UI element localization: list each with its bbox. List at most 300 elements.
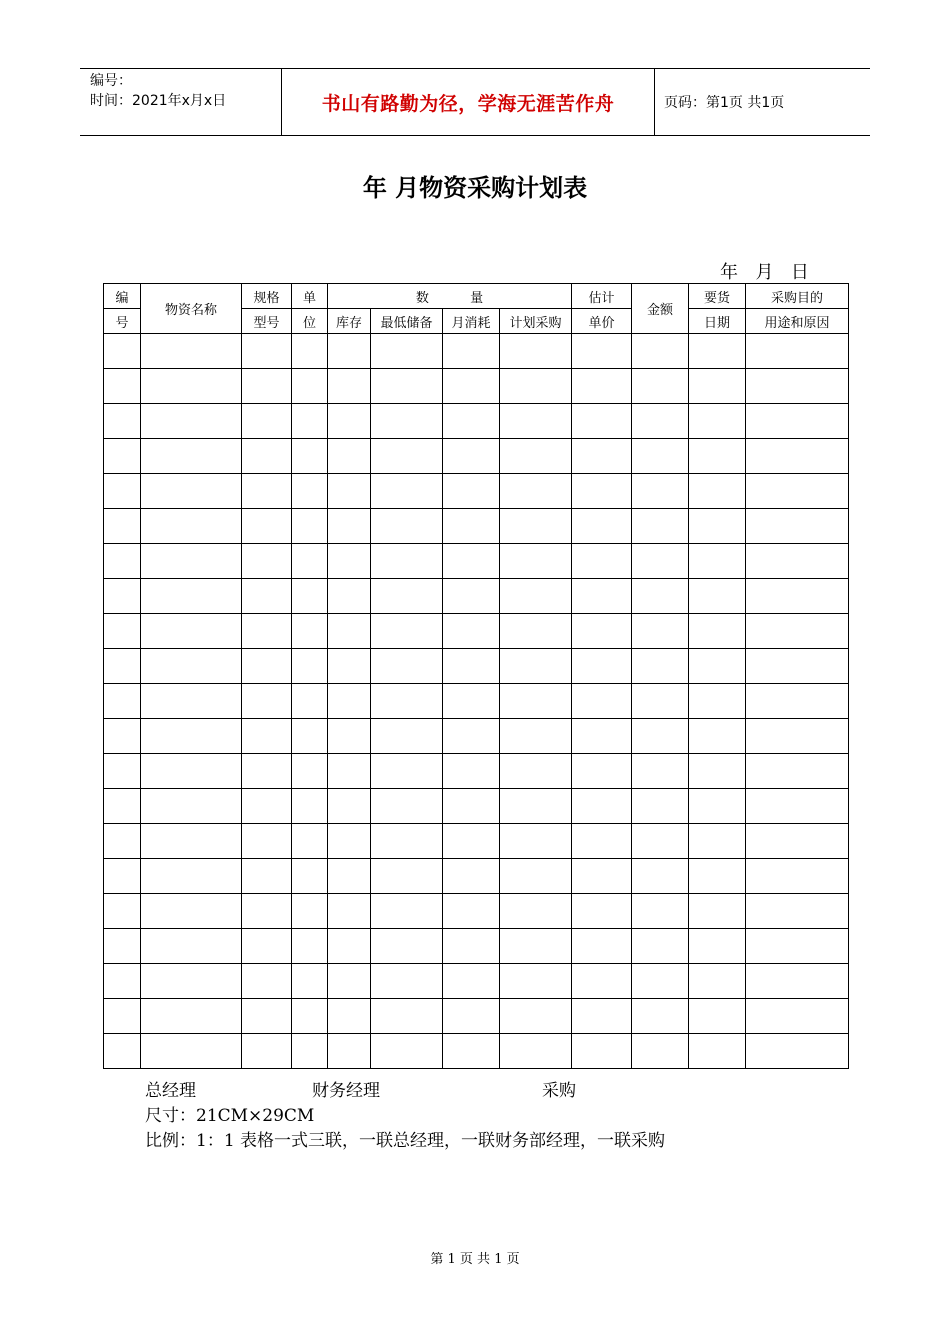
table-cell bbox=[746, 859, 849, 894]
table-row bbox=[104, 544, 849, 579]
signature-purchase: 采购 bbox=[542, 1081, 576, 1101]
table-cell bbox=[746, 509, 849, 544]
table-cell bbox=[689, 684, 746, 719]
table-cell bbox=[572, 509, 632, 544]
table-cell bbox=[292, 684, 328, 719]
table-cell bbox=[632, 439, 689, 474]
table-cell bbox=[328, 719, 371, 754]
table-cell bbox=[500, 369, 572, 404]
table-cell bbox=[500, 509, 572, 544]
table-cell bbox=[242, 719, 292, 754]
signature-finance: 财务经理 bbox=[312, 1081, 380, 1101]
header-cell-min-reserve: 最低储备 bbox=[371, 309, 443, 334]
table-cell bbox=[572, 334, 632, 369]
table-cell bbox=[104, 579, 141, 614]
table-cell bbox=[242, 334, 292, 369]
table-cell bbox=[292, 999, 328, 1034]
table-cell bbox=[328, 439, 371, 474]
table-cell bbox=[500, 789, 572, 824]
header-cell-unit-price: 单价 bbox=[572, 309, 632, 334]
table-cell bbox=[242, 1034, 292, 1069]
table-cell bbox=[141, 894, 242, 929]
table-cell bbox=[689, 789, 746, 824]
table-cell bbox=[104, 404, 141, 439]
table-cell bbox=[242, 964, 292, 999]
table-cell bbox=[328, 404, 371, 439]
table-cell bbox=[292, 719, 328, 754]
table-cell bbox=[632, 614, 689, 649]
table-cell bbox=[242, 614, 292, 649]
table-cell bbox=[371, 369, 443, 404]
table-cell bbox=[141, 754, 242, 789]
table-row bbox=[104, 684, 849, 719]
table-cell bbox=[572, 1034, 632, 1069]
header-cell-due-date: 日期 bbox=[689, 309, 746, 334]
table-cell bbox=[572, 929, 632, 964]
header-cell-planned-purchase: 计划采购 bbox=[500, 309, 572, 334]
table-cell bbox=[292, 439, 328, 474]
table-cell bbox=[746, 684, 849, 719]
table-cell bbox=[572, 824, 632, 859]
table-cell bbox=[572, 439, 632, 474]
note-ratio: 比例：1：1 表格一式三联，一联总经理，一联财务部经理，一联采购 bbox=[145, 1131, 666, 1151]
table-cell bbox=[746, 999, 849, 1034]
table-row bbox=[104, 824, 849, 859]
table-cell bbox=[689, 404, 746, 439]
table-cell bbox=[141, 439, 242, 474]
table-cell bbox=[104, 334, 141, 369]
table-row bbox=[104, 894, 849, 929]
table-cell bbox=[292, 649, 328, 684]
header-divider bbox=[654, 69, 655, 135]
table-cell bbox=[689, 964, 746, 999]
table-cell bbox=[500, 404, 572, 439]
table-row bbox=[104, 614, 849, 649]
table-cell bbox=[292, 1034, 328, 1069]
table-cell bbox=[104, 544, 141, 579]
table-cell bbox=[371, 649, 443, 684]
table-cell bbox=[500, 719, 572, 754]
table-cell bbox=[500, 439, 572, 474]
table-cell bbox=[689, 369, 746, 404]
table-cell bbox=[328, 789, 371, 824]
table-cell bbox=[104, 964, 141, 999]
table-cell bbox=[689, 1034, 746, 1069]
header-cell-amount: 金额 bbox=[632, 284, 689, 334]
table-cell bbox=[689, 579, 746, 614]
table-row bbox=[104, 509, 849, 544]
table-cell bbox=[746, 649, 849, 684]
table-cell bbox=[689, 824, 746, 859]
table-cell bbox=[572, 754, 632, 789]
table-row bbox=[104, 1034, 849, 1069]
table-cell bbox=[104, 754, 141, 789]
table-cell bbox=[632, 964, 689, 999]
table-cell bbox=[371, 929, 443, 964]
table-cell bbox=[292, 614, 328, 649]
table-row bbox=[104, 859, 849, 894]
table-cell bbox=[572, 404, 632, 439]
header-page-info: 页码：第1页 共1页 bbox=[664, 95, 785, 111]
table-cell bbox=[292, 929, 328, 964]
table-cell bbox=[141, 649, 242, 684]
table-cell bbox=[689, 439, 746, 474]
header-cell-unit: 位 bbox=[292, 309, 328, 334]
header-cell-price: 估计 bbox=[572, 284, 632, 309]
table-row bbox=[104, 579, 849, 614]
header-cell-spec: 型号 bbox=[242, 309, 292, 334]
table-cell bbox=[443, 404, 500, 439]
table-cell bbox=[500, 614, 572, 649]
table-cell bbox=[632, 579, 689, 614]
table-cell bbox=[141, 964, 242, 999]
table-cell bbox=[689, 509, 746, 544]
table-cell bbox=[292, 824, 328, 859]
table-cell bbox=[371, 439, 443, 474]
table-cell bbox=[443, 579, 500, 614]
table-cell bbox=[443, 369, 500, 404]
table-cell bbox=[443, 544, 500, 579]
table-cell bbox=[746, 404, 849, 439]
table-cell bbox=[242, 789, 292, 824]
table-cell bbox=[632, 474, 689, 509]
table-cell bbox=[371, 404, 443, 439]
table-cell bbox=[689, 544, 746, 579]
table-cell bbox=[328, 544, 371, 579]
table-cell bbox=[632, 719, 689, 754]
table-row bbox=[104, 719, 849, 754]
table-cell bbox=[689, 719, 746, 754]
header-cell-name: 物资名称 bbox=[141, 284, 242, 334]
table-cell bbox=[371, 894, 443, 929]
table-cell bbox=[632, 334, 689, 369]
table-cell bbox=[443, 894, 500, 929]
table-cell bbox=[572, 999, 632, 1034]
table-cell bbox=[689, 894, 746, 929]
table-cell bbox=[242, 404, 292, 439]
table-cell bbox=[104, 649, 141, 684]
header-cell-due: 要货 bbox=[689, 284, 746, 309]
table-row bbox=[104, 369, 849, 404]
table-cell bbox=[292, 894, 328, 929]
table-cell bbox=[371, 684, 443, 719]
table-cell bbox=[242, 649, 292, 684]
table-cell bbox=[746, 824, 849, 859]
header-cell-quantity: 数 量 bbox=[328, 284, 572, 309]
table-cell bbox=[632, 894, 689, 929]
table-cell bbox=[443, 439, 500, 474]
table-cell bbox=[689, 999, 746, 1034]
table-cell bbox=[572, 894, 632, 929]
table-cell bbox=[443, 964, 500, 999]
table-cell bbox=[746, 754, 849, 789]
table-cell bbox=[746, 789, 849, 824]
table-cell bbox=[443, 999, 500, 1034]
table-cell bbox=[328, 824, 371, 859]
table-cell bbox=[292, 754, 328, 789]
header-cell-no: 号 bbox=[104, 309, 141, 334]
table-cell bbox=[242, 509, 292, 544]
table-cell bbox=[141, 859, 242, 894]
table-cell bbox=[632, 1034, 689, 1069]
table-row bbox=[104, 439, 849, 474]
header-cell-spec: 规格 bbox=[242, 284, 292, 309]
purchase-plan-table bbox=[103, 283, 849, 1069]
table-cell bbox=[632, 929, 689, 964]
table-cell bbox=[746, 544, 849, 579]
table-body bbox=[104, 334, 849, 1069]
table-row bbox=[104, 334, 849, 369]
table-cell bbox=[632, 544, 689, 579]
table-cell bbox=[328, 999, 371, 1034]
table-cell bbox=[746, 474, 849, 509]
table-cell bbox=[689, 859, 746, 894]
table-cell bbox=[328, 509, 371, 544]
table-cell bbox=[443, 789, 500, 824]
table-cell bbox=[443, 649, 500, 684]
table-row bbox=[104, 999, 849, 1034]
table-cell bbox=[104, 369, 141, 404]
table-cell bbox=[371, 964, 443, 999]
table-header-row bbox=[104, 284, 849, 309]
table-cell bbox=[572, 719, 632, 754]
table-cell bbox=[746, 719, 849, 754]
table-cell bbox=[500, 579, 572, 614]
table-cell bbox=[242, 999, 292, 1034]
table-cell bbox=[371, 579, 443, 614]
table-cell bbox=[328, 754, 371, 789]
table-cell bbox=[328, 1034, 371, 1069]
table-cell bbox=[572, 369, 632, 404]
table-cell bbox=[242, 894, 292, 929]
table-cell bbox=[371, 474, 443, 509]
table-cell bbox=[572, 684, 632, 719]
table-cell bbox=[141, 789, 242, 824]
table-cell bbox=[328, 684, 371, 719]
table-cell bbox=[443, 509, 500, 544]
table-cell bbox=[572, 474, 632, 509]
table-cell bbox=[632, 649, 689, 684]
table-cell bbox=[141, 614, 242, 649]
table-cell bbox=[141, 684, 242, 719]
table-cell bbox=[632, 789, 689, 824]
header-cell-monthly-use: 月消耗 bbox=[443, 309, 500, 334]
table-cell bbox=[328, 894, 371, 929]
table-cell bbox=[572, 544, 632, 579]
table-cell bbox=[500, 1034, 572, 1069]
page-title: 年 月物资采购计划表 bbox=[362, 174, 588, 202]
table-row bbox=[104, 929, 849, 964]
table-cell bbox=[500, 999, 572, 1034]
table-cell bbox=[242, 929, 292, 964]
table-cell bbox=[746, 614, 849, 649]
header-cell-stock: 库存 bbox=[328, 309, 371, 334]
table-cell bbox=[689, 334, 746, 369]
header-motto: 书山有路勤为径，学海无涯苦作舟 bbox=[321, 92, 615, 115]
table-cell bbox=[632, 509, 689, 544]
table-cell bbox=[104, 789, 141, 824]
table-cell bbox=[141, 509, 242, 544]
date-line: 年 月 日 bbox=[720, 262, 811, 283]
table-cell bbox=[632, 999, 689, 1034]
table-cell bbox=[104, 614, 141, 649]
table-cell bbox=[292, 369, 328, 404]
table-row bbox=[104, 474, 849, 509]
table-cell bbox=[572, 579, 632, 614]
table-cell bbox=[443, 1034, 500, 1069]
table-cell bbox=[500, 824, 572, 859]
table-cell bbox=[328, 474, 371, 509]
table-cell bbox=[242, 824, 292, 859]
table-cell bbox=[443, 474, 500, 509]
table-cell bbox=[689, 649, 746, 684]
table-cell bbox=[371, 789, 443, 824]
table-cell bbox=[141, 334, 242, 369]
table-cell bbox=[242, 439, 292, 474]
signature-gm: 总经理 bbox=[145, 1081, 196, 1101]
table-cell bbox=[500, 894, 572, 929]
table-cell bbox=[572, 649, 632, 684]
header-cell-purpose-reason: 用途和原因 bbox=[746, 309, 849, 334]
table-cell bbox=[104, 1034, 141, 1069]
table-cell bbox=[632, 684, 689, 719]
table-cell bbox=[746, 579, 849, 614]
table-cell bbox=[328, 649, 371, 684]
table-cell bbox=[500, 474, 572, 509]
table-cell bbox=[500, 649, 572, 684]
table-cell bbox=[443, 719, 500, 754]
page-number: 第 1 页 共 1 页 bbox=[430, 1252, 520, 1267]
table-cell bbox=[371, 754, 443, 789]
table-cell bbox=[141, 369, 242, 404]
note-size: 尺寸：21CM×29CM bbox=[145, 1106, 315, 1126]
table-cell bbox=[292, 334, 328, 369]
table-cell bbox=[242, 579, 292, 614]
table-cell bbox=[104, 999, 141, 1034]
document-header bbox=[80, 68, 870, 136]
table-cell bbox=[746, 439, 849, 474]
table-cell bbox=[689, 474, 746, 509]
table-cell bbox=[443, 334, 500, 369]
table-cell bbox=[292, 964, 328, 999]
table-cell bbox=[104, 894, 141, 929]
table-cell bbox=[328, 964, 371, 999]
table-cell bbox=[371, 719, 443, 754]
header-meta bbox=[90, 71, 280, 111]
table-cell bbox=[292, 404, 328, 439]
table-cell bbox=[371, 614, 443, 649]
number-label: 编号： bbox=[90, 73, 132, 89]
table-cell bbox=[443, 859, 500, 894]
table-cell bbox=[328, 369, 371, 404]
table-row bbox=[104, 964, 849, 999]
table-cell bbox=[242, 859, 292, 894]
table-cell bbox=[242, 754, 292, 789]
table-cell bbox=[292, 789, 328, 824]
header-cell-purpose: 采购目的 bbox=[746, 284, 849, 309]
table-cell bbox=[500, 929, 572, 964]
table-cell bbox=[104, 859, 141, 894]
table-cell bbox=[632, 369, 689, 404]
table-cell bbox=[746, 929, 849, 964]
table-cell bbox=[746, 1034, 849, 1069]
table-cell bbox=[242, 474, 292, 509]
table-cell bbox=[443, 614, 500, 649]
table-cell bbox=[292, 859, 328, 894]
table-cell bbox=[371, 334, 443, 369]
table-cell bbox=[141, 824, 242, 859]
table-cell bbox=[500, 859, 572, 894]
table-cell bbox=[328, 859, 371, 894]
table-cell bbox=[746, 894, 849, 929]
table-cell bbox=[292, 544, 328, 579]
table-cell bbox=[632, 824, 689, 859]
table-cell bbox=[141, 404, 242, 439]
header-cell-no: 编 bbox=[104, 284, 141, 309]
table-cell bbox=[371, 1034, 443, 1069]
table-cell bbox=[141, 544, 242, 579]
table-cell bbox=[328, 334, 371, 369]
table-cell bbox=[689, 614, 746, 649]
table-cell bbox=[443, 754, 500, 789]
table-cell bbox=[746, 334, 849, 369]
table-cell bbox=[500, 754, 572, 789]
table-cell bbox=[104, 684, 141, 719]
header-cell-unit: 单 bbox=[292, 284, 328, 309]
table-cell bbox=[689, 754, 746, 789]
table-cell bbox=[500, 684, 572, 719]
table-cell bbox=[328, 579, 371, 614]
table-cell bbox=[572, 614, 632, 649]
table-cell bbox=[328, 929, 371, 964]
table-row bbox=[104, 404, 849, 439]
table-cell bbox=[242, 369, 292, 404]
table-cell bbox=[689, 929, 746, 964]
table-cell bbox=[371, 999, 443, 1034]
table-cell bbox=[443, 684, 500, 719]
time-label: 时间：2021年x月x日 bbox=[90, 93, 227, 109]
table-cell bbox=[371, 509, 443, 544]
table-cell bbox=[104, 439, 141, 474]
table-cell bbox=[572, 789, 632, 824]
table-cell bbox=[141, 719, 242, 754]
table-cell bbox=[632, 404, 689, 439]
table-cell bbox=[371, 824, 443, 859]
table-cell bbox=[632, 859, 689, 894]
table-cell bbox=[572, 859, 632, 894]
table-cell bbox=[500, 544, 572, 579]
table-row bbox=[104, 649, 849, 684]
table-cell bbox=[104, 824, 141, 859]
table-cell bbox=[371, 544, 443, 579]
table-cell bbox=[141, 929, 242, 964]
table-cell bbox=[242, 684, 292, 719]
table-row bbox=[104, 754, 849, 789]
table-cell bbox=[141, 999, 242, 1034]
table-cell bbox=[443, 929, 500, 964]
table-cell bbox=[242, 544, 292, 579]
table-cell bbox=[746, 964, 849, 999]
table-cell bbox=[443, 824, 500, 859]
table-row bbox=[104, 789, 849, 824]
table-cell bbox=[104, 474, 141, 509]
table-cell bbox=[572, 964, 632, 999]
table-cell bbox=[141, 579, 242, 614]
table-cell bbox=[141, 474, 242, 509]
table-cell bbox=[104, 509, 141, 544]
table-cell bbox=[104, 929, 141, 964]
table-cell bbox=[328, 614, 371, 649]
